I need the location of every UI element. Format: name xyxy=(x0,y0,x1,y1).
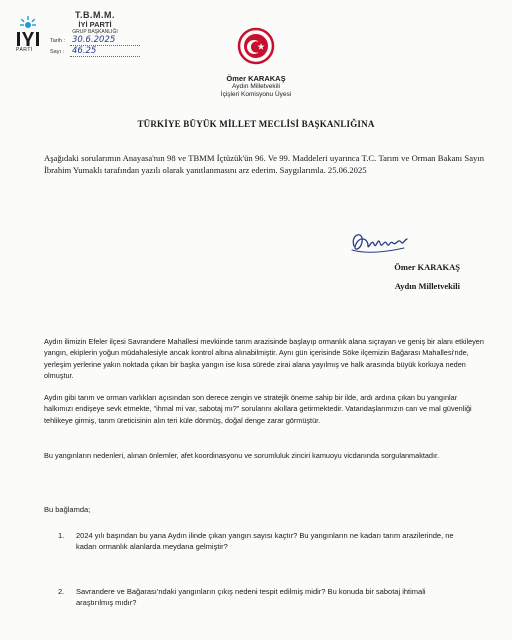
author-name xyxy=(0,74,512,83)
stamp-date-label: Tarih : xyxy=(50,38,65,44)
body-paragraph-1: Aydın ilimizin Efeler ilçesi Savrandere Mahallesi mevkiinde tarım arazisinde başlayıp ormanlık alana sıçrayan ve geniş bir alanı etkileyen yangın, ekiplerin yoğun müdahalesiyle ancak kontrol altına alınabilmiştir. Aynı gün içerisinde Söke ilçemizin Bağarası Mahallesi'nde, yerleşim yerlerine yakın noktada çıkan bir başka yangın ise kısa sürede zirai alana yayılmış ve halk arasında büyük korkuya neden olmuştur. xyxy=(44,337,484,380)
question-number: 1. xyxy=(58,531,65,540)
party-caption: PARTİ xyxy=(16,47,33,53)
question-item-2 xyxy=(58,586,458,609)
stamp-date-row xyxy=(50,36,140,46)
stamp-line1: T.B.M.M. xyxy=(75,10,115,20)
author-committee: İçişleri Komisyonu Üyesi xyxy=(220,91,292,98)
handwritten-signature-icon xyxy=(346,228,410,258)
signature-title: Aydın Milletvekili xyxy=(394,281,460,291)
author-role: Aydın Milletvekili xyxy=(232,83,280,90)
body-paragraph-2: Aydın gibi tarım ve orman varlıkları açısından son derece zengin ve stratejik öneme sahip bir ilde, ardı ardına çıkan bu yangınlar halkımızı endişeye sevk etmekte, "ihmal mi var, sabotaj mı?" sorularını akıllara getirmektedir. Vatandaşlarımızın can ve mal güvenliği tehlikeye girmiş, tarım üreticisinin alın teri küle dönmüş, doğal denge zarar görmüştür. xyxy=(44,393,472,425)
author-first-name: Ömer xyxy=(226,74,246,83)
author-last-name: KARAKAŞ xyxy=(248,74,286,83)
document-title: TÜRKİYE BÜYÜK MİLLET MECLİSİ BAŞKANLIĞINA xyxy=(137,119,375,129)
intro-paragraph: Aşağıdaki sorularımın Anayasa'nın 98 ve TBMM İçtüzük'ün 96. Ve 99. Maddeleri uyarınca T.C. Tarım ve Orman Bakanı Sayın İbrahim Yumaklı tarafından yazılı olarak yanıtlanmasını arz ederim. Saygılarımla. 25.06.2025 xyxy=(44,153,484,176)
author-block xyxy=(0,74,512,99)
questions-lead: Bu bağlamda; xyxy=(44,505,91,514)
stamp-date-value: 30.6.2025 xyxy=(70,36,140,46)
tbmm-emblem-icon xyxy=(236,26,276,66)
question-item-1 xyxy=(58,530,458,553)
stamp-line2: İYİ PARTİ xyxy=(78,20,112,29)
question-text: 2024 yılı başından bu yana Aydın ilinde çıkan yangın sayısı kaçtır? Bu yangınların ne kadarı tarım arazilerinde, ne kadarı ormanlık alanlarda meydana gelmiştir? xyxy=(76,531,454,552)
question-text: Savrandere ve Bağarası'ndaki yangınların çıkış nedeni tespit edilmiş midir? Bu konuda bir sabotaj ihtimali araştırılmış mıdır? xyxy=(76,587,426,608)
signature-name: Ömer KARAKAŞ xyxy=(394,262,460,272)
body-paragraph-3: Bu yangınların nedenleri, alınan önlemler, afet koordinasyonu ve sorumluluk zinciri kamuoyu vicdanında sorgulanmaktadır. xyxy=(44,451,440,460)
stamp-line3: GRUP BAŞKANLIĞI xyxy=(72,29,118,35)
registry-stamp xyxy=(50,10,140,57)
question-number: 2. xyxy=(58,587,65,596)
stamp-number-value: 46.25 xyxy=(70,47,140,57)
stamp-number-row xyxy=(50,47,140,57)
stamp-number-label: Sayı : xyxy=(50,49,65,55)
